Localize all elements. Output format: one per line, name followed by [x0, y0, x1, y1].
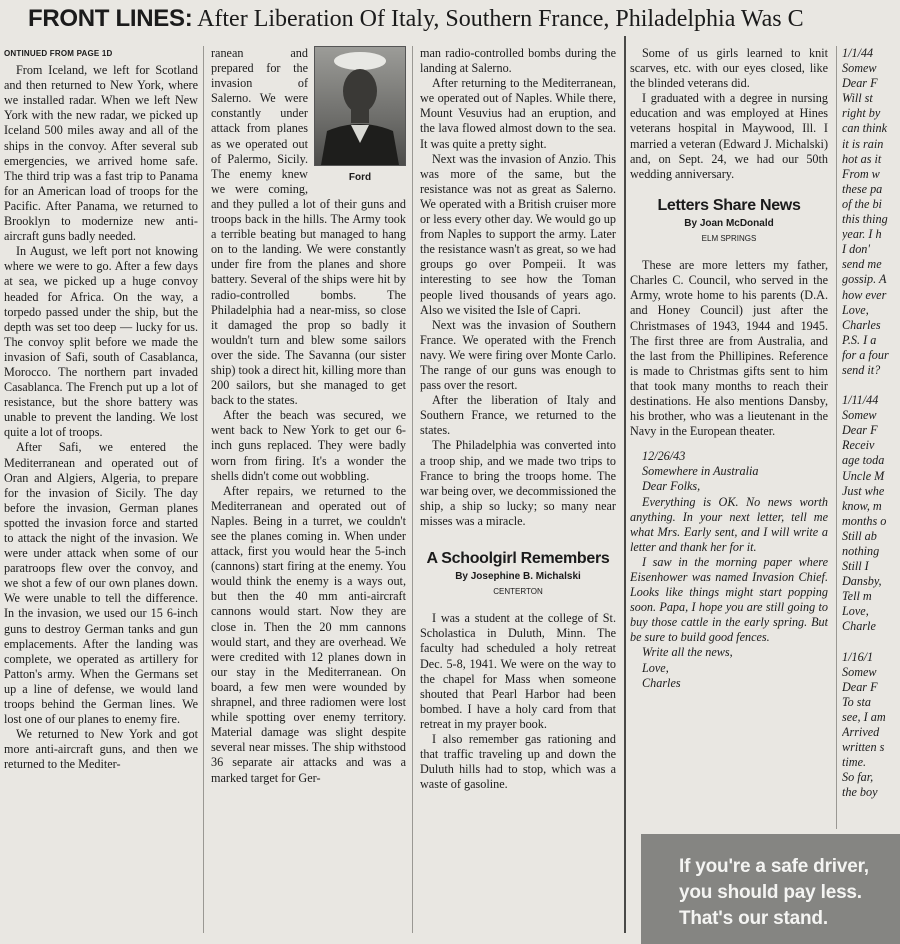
paragraph: Some of us girls learned to knit scarves, etc. with our eyes closed, like the blinded veterans did.: [630, 46, 828, 91]
fragment-line: Uncle M: [842, 468, 885, 483]
paragraph: After Safi, we entered the Mediterranean and operated out of Oran and Algiers, Algeria, to prepare for the invasion of Sicily. The day before the invasion, German planes spotted the invasion force and started to attack the night of the invasion. We were under attack when some of our paratroops flew over the convoy, and we shot a few of our own planes down. We were unable to tell the difference. In the invasion, we used our 15 6-inch guns to destroy German tanks and gun emplacements. After the landing was complete, we operated as artillery for Patton's army. When the Germans set up a line of defense, we would land troops behind the German lines. We lost one of our planes to enemy fire.: [4, 440, 198, 727]
paragraph: In August, we left port not knowing where we were to go. After a few days at sea, we picked up a huge convoy headed for Africa. On the way, a torpedo passed under the ship, but the depth was set too deep — lucky for us. The convoy split before we made the invasion of Safi, south of Casablanca, Morocco. The northern part invaded Casablanca. The French put up a lot of resistance, but the shore battery was unable to prevent the landing. We lost quite a lot of troops.: [4, 244, 198, 440]
article-column-4: [630, 46, 828, 829]
fragment-line: 1/1/44: [842, 46, 874, 60]
ad-line: If you're a safe driver,: [679, 856, 869, 877]
fragment-line: of the bi: [842, 196, 882, 211]
paragraph: Next was the invasion of Anzio. This was more of the same, but the resistance was not as great as Salerno. We operated with a British cruiser more or less every other day. We would go up from Naples to support the army. Later the resistance wasn't as great, so we had groups go over Pompeii. It was interesting to see how the Toman people lived thousands of years ago. Also we visited the Isle of Capri.: [420, 151, 616, 317]
fragment-line: Arrived: [842, 725, 880, 740]
fragment-line: know, m: [842, 498, 882, 513]
headline-kicker: FRONT LINES:: [28, 5, 193, 32]
fragment-line: Love,: [842, 302, 869, 317]
letter-1: [630, 449, 828, 691]
paragraph: From Iceland, we left for Scotland and then returned to New York, where we installed radar. When we left New York with the new radar, we picked up Iceland 500 miles away and all of the ships in the convoy. After several sub emergencies, we arrived home safe. The third trip was a fast trip to Panama for an American load of troops for the Pacific. After Panama, we returned to Brooklyn to modernize new anti-aircraft guns badly needed.: [4, 63, 198, 244]
fragment-line: send it?: [842, 362, 881, 377]
fragment-line: right by: [842, 106, 881, 121]
fragment-line: Charle: [842, 619, 876, 634]
paragraph: I was a student at the college of St. Scholastica in Duluth, Minn. The faculty had scheduled a holy retreat Dec. 5-8, 1941. We were on the way to the chapel for Mass when someone shouted that Pearl Harbor had been bombed. I have a holy card from that retreat in my prayer book.: [420, 611, 616, 731]
fragment-line: Still I: [842, 559, 869, 574]
fragment-line: see, I am: [842, 709, 886, 724]
paragraph: After the liberation of Italy and Southern France, we returned to the states.: [420, 393, 616, 438]
paragraph: After returning to the Mediterranean, we operated out of Naples. While there, Mount Vesuvius had an eruption, and the lava flowed almost down to the sea. It was quite a pretty sight.: [420, 76, 616, 151]
photo-block: [314, 46, 406, 185]
fragment-line: Love,: [842, 604, 869, 619]
fragment-line: months o: [842, 513, 887, 528]
fragment-line: it is rain: [842, 136, 884, 151]
letter-salutation: Dear Folks,: [642, 479, 701, 494]
fragment-line: Somew: [842, 61, 877, 76]
headline: [0, 0, 900, 38]
fragment-line: 1/11/44: [842, 393, 879, 408]
fragment-line: hot as it: [842, 151, 882, 166]
paragraph: man radio-controlled bombs during the landing at Salerno.: [420, 46, 616, 76]
fragment-line: Dansby,: [842, 574, 882, 589]
paragraph: We returned to New York and got more anti-aircraft guns, and then we returned to the Mediter-: [4, 727, 198, 772]
fragment-line: this thing: [842, 212, 888, 227]
portrait-photo: [314, 46, 406, 166]
photo-caption: Ford: [348, 172, 372, 183]
fragment-line: Dear F: [842, 679, 878, 694]
fragment-line: age toda: [842, 453, 885, 468]
fragment-line: To sta: [842, 694, 872, 709]
letters-byline: By Joan McDonald: [684, 217, 774, 229]
letter-place: Somewhere in Australia: [642, 464, 759, 479]
paragraph: After the beach was secured, we went back to New York to get our 6-inch guns replaced. They were badly worn from firing. It's a wonder the shells didn't come out wobbling.: [211, 408, 406, 483]
column-rule-dark: [624, 36, 626, 933]
letter-signature: Charles: [642, 675, 681, 690]
fragment-line: send me: [842, 257, 882, 272]
ad-line: you should pay less.: [679, 882, 862, 903]
fragment-line: year. I h: [842, 227, 882, 242]
letter-closing: Love,: [642, 660, 669, 675]
paragraph: Next was the invasion of Southern France. We operated with the French navy. We were firing over Monte Carlo. The range of our guns was enough to pass over the resort.: [420, 317, 616, 393]
fragment-line: time.: [842, 755, 867, 770]
column-rule: [203, 46, 204, 933]
fragment-line: the boy: [842, 785, 878, 800]
schoolgirl-location: CENTERTON: [493, 587, 543, 597]
fragment-line: written s: [842, 740, 885, 755]
fragment-line: So far,: [842, 770, 874, 785]
fragment-line: Tell m: [842, 589, 872, 604]
fragment-line: Receiv: [842, 438, 875, 453]
fragment-line: Somew: [842, 664, 877, 679]
schoolgirl-headline: A Schoolgirl Remembers: [426, 550, 610, 567]
fragment-line: Dear F: [842, 76, 878, 91]
fragment-line: [842, 635, 900, 650]
fragment-line: for a four: [842, 347, 889, 362]
ad-line: That's our stand.: [679, 908, 828, 929]
fragment-line: Will st: [842, 91, 873, 106]
continued-line: ONTINUED FROM PAGE 1D: [4, 49, 113, 58]
article-column-3: [420, 46, 616, 933]
paragraph: ranean and prepared for the invasion of Salerno. We were constantly under attack from planes as we operated out of Palermo, Sicily. The enemy knew we were coming, and they pulled a lot of their guns and troops back in the hills. The Army took a terrible beating but managed to hang on to the landing. We were constantly under fire from the planes and shore battery. Several of the ships were hit by radio-controlled bombs. The Philadelphia had a near-miss, so close it damaged the prop so badly it wouldn't turn and blew some sailors over the side. The Savanna (our sister ship) took a direct hit, killing more than 200 sailors, but she managed to get back to the states.: [211, 46, 406, 408]
fragment-line: P.S. I a: [842, 332, 877, 347]
paragraph: After repairs, we returned to the Mediterranean and operated out of Naples. Being in a turret, we couldn't see the planes coming in. When under attack, first you would hear the 5-inch (cannons) start firing at the enemy. You would think the enemy is a ways out, but then the 40 mm anti-aircraft cannons would start. Now they are close in. Then the 20 mm cannons would start, and they are overhead. We were credited with 12 planes down in our stay in the Mediterranean. On board, a few men were wounded by shrapnel, and three radiomen were lost while spotting over enemy territory. Material damage was slight despite several near misses. The ship withstood 36 separate air attacks and was a marked target for Ger-: [211, 483, 406, 785]
fragment-line: 1/16/1: [842, 649, 874, 664]
headline-title: After Liberation Of Italy, Southern France, Philadelphia Was C: [192, 6, 804, 32]
letters-location: ELM SPRINGS: [701, 234, 757, 244]
schoolgirl-byline: By Josephine B. Michalski: [455, 571, 581, 583]
fragment-line: Still ab: [842, 528, 877, 543]
article-column-1: [4, 46, 198, 933]
fragment-line: Dear F: [842, 423, 878, 438]
fragment-line: gossip. A: [842, 272, 887, 287]
letter-body: Everything is OK. No news worth anything. In your next letter, tell me what Mrs. Early sent, and I will write a letter and thank her for it.: [630, 494, 828, 554]
fragment-line: Somew: [842, 408, 877, 423]
fragment-line: [842, 378, 900, 393]
article-column-5-cropped: [842, 46, 900, 829]
insurance-ad: [641, 834, 900, 944]
letter-closing: Write all the news,: [642, 645, 733, 660]
fragment-line: I don': [842, 242, 870, 257]
paragraph: I graduated with a degree in nursing education and was employed at Hines veterans hospital in Maywood, Ill. I married a veteran (Edward J. Michalski) and, on Sept. 24, we had our 50th wedding anniversary.: [630, 91, 828, 181]
paragraph: I also remember gas rationing and that traffic traveling up and down the Duluth hills had to stop, which was a waste of gasoline.: [420, 732, 616, 792]
fragment-line: From w: [842, 166, 880, 181]
letters-headline: Letters Share News: [657, 196, 801, 214]
column-rule: [412, 46, 413, 933]
fragment-line: Charles: [842, 317, 881, 332]
fragment-line: can think: [842, 121, 888, 136]
fragment-line: Just whe: [842, 483, 885, 498]
letter-body: I saw in the morning paper where Eisenhower was named Invasion Chief. Looks like things might start popping soon. Papa, I hope you are still going to buy those cattle in the early spring. But be sure to build good fences.: [630, 554, 828, 645]
fragment-line: these pa: [842, 181, 883, 196]
column-rule: [836, 46, 837, 829]
fragment-line: how ever: [842, 287, 887, 302]
article-column-2: [211, 46, 406, 933]
paragraph: These are more letters my father, Charles C. Council, who served in the Army, wrote home to his parents (D.A. and Honey Council) just after the Christmases of 1943, 1944 and 1945. The first three are from Australia, and the last from the Phillipines. Reference is made to Christmas gifts sent to him that took many months to reach their destinations. He also mentions Dansby, his brother, who was a lieutenant in the Navy in the European theater.: [630, 258, 828, 439]
letter-date: 12/26/43: [642, 449, 686, 464]
fragment-line: nothing: [842, 544, 880, 558]
paragraph: The Philadelphia was converted into a troop ship, and we made two trips to France to bring the troops home. The war being over, we decommissioned the ship, a ship so lucky; so many near misses was a miracle.: [420, 438, 616, 528]
